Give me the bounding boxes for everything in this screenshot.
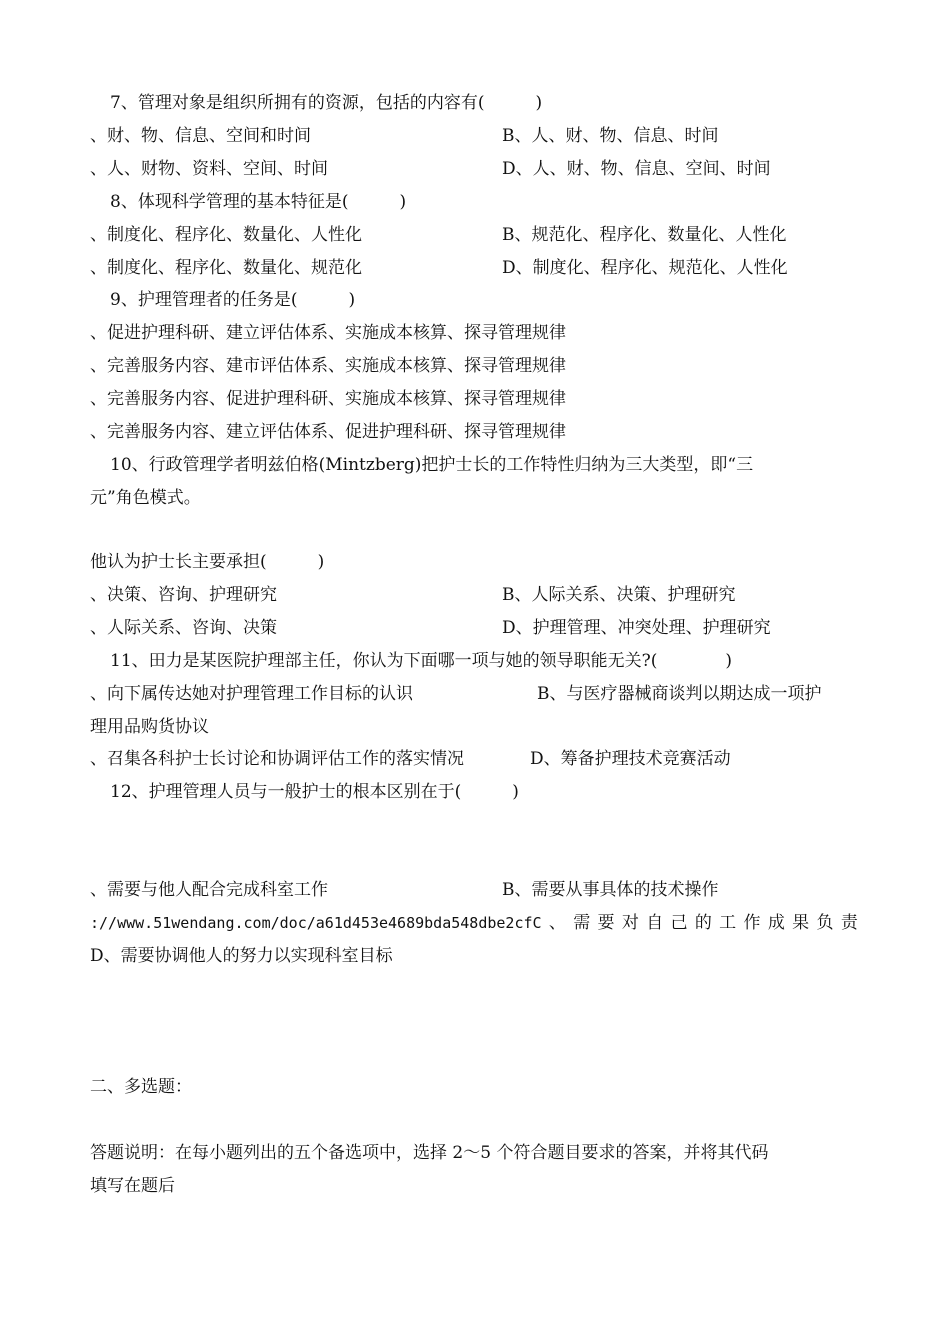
q8-stem: 8、体现科学管理的基本特征是( ): [110, 192, 407, 212]
q7-stem: 7、管理对象是组织所拥有的资源，包括的内容有( ): [110, 93, 543, 113]
q11-stem: 11、田力是某医院护理部主任，你认为下面哪一项与她的领导职能无关?( ): [110, 651, 733, 671]
q11-option-d: D、筹备护理技术竞赛活动: [530, 749, 731, 769]
q7-option-c: 、人、财物、资料、空间、时间: [90, 159, 328, 179]
q11-option-b-line2: 理用品购货协议: [90, 717, 209, 737]
q10-option-a: 、决策、咨询、护理研究: [90, 585, 277, 605]
q8-option-d: D、制度化、程序化、规范化、人性化: [502, 258, 788, 278]
q12-option-c-char: 工: [719, 913, 737, 933]
q10-stem-line3: 他认为护士长主要承担( ): [90, 552, 325, 572]
q12-option-a: 、需要与他人配合完成科室工作: [90, 880, 328, 900]
q12-option-c-char: 要: [597, 913, 615, 933]
q12-option-c-char: 对: [621, 913, 639, 933]
q9-option-d: 、完善服务内容、建立评估体系、促进护理科研、探寻管理规律: [90, 422, 566, 442]
q12-option-b: B、需要从事具体的技术操作: [502, 880, 719, 900]
q12-option-c-char: 作: [743, 913, 761, 933]
section-desc-line1: 答题说明：在每小题列出的五个备选项中，选择 2～5 个符合题目要求的答案，并将其代码: [90, 1143, 769, 1163]
q8-option-c: 、制度化、程序化、数量化、规范化: [90, 258, 362, 278]
q9-option-a: 、促进护理科研、建立评估体系、实施成本核算、探寻管理规律: [90, 323, 566, 343]
q12-option-c-char: 己: [670, 913, 688, 933]
q10-option-c: 、人际关系、咨询、决策: [90, 618, 277, 638]
q9-stem: 9、护理管理者的任务是( ): [110, 290, 356, 310]
q12-option-c-char: 负: [816, 913, 834, 933]
q12-option-c-char: 、: [548, 913, 566, 933]
q10-stem-line2: 元”角色模式。: [90, 488, 201, 508]
section-desc-line2: 填写在题后: [90, 1176, 175, 1196]
source-url: ://www.51wendang.com/doc/a61d453e4689bda548dbe2cfC: [90, 914, 542, 932]
q12-option-d: D、需要协调他人的努力以实现科室目标: [90, 946, 393, 966]
q11-option-a: 、向下属传达她对护理管理工作目标的认识: [90, 684, 413, 704]
q12-option-c-char: 自: [646, 913, 664, 933]
q12-option-c-char: 成: [767, 913, 785, 933]
q10-option-b: B、人际关系、决策、护理研究: [502, 585, 736, 605]
q10-option-d: D、护理管理、冲突处理、护理研究: [502, 618, 771, 638]
q9-option-c: 、完善服务内容、促进护理科研、实施成本核算、探寻管理规律: [90, 389, 566, 409]
q12-stem: 12、护理管理人员与一般护士的根本区别在于( ): [110, 782, 519, 802]
q8-option-a: 、制度化、程序化、数量化、人性化: [90, 225, 362, 245]
q9-option-b: 、完善服务内容、建市评估体系、实施成本核算、探寻管理规律: [90, 356, 566, 376]
q12-option-c-char: 需: [573, 913, 591, 933]
q7-option-a: 、财、物、信息、空间和时间: [90, 126, 311, 146]
q12-url-and-option-c: [90, 912, 858, 934]
section-title: 二、多选题：: [90, 1077, 192, 1097]
q11-option-b-line1: B、与医疗器械商谈判以期达成一项护: [537, 684, 822, 704]
q10-stem-line1: 10、行政管理学者明兹伯格(Mintzberg)把护士长的工作特性归纳为三大类型，即“三: [110, 455, 754, 475]
q12-option-c-char: 果: [792, 913, 810, 933]
q12-option-c-char: 责: [840, 913, 858, 933]
q7-option-d: D、人、财、物、信息、空间、时间: [502, 159, 771, 179]
q8-option-b: B、规范化、程序化、数量化、人性化: [502, 225, 787, 245]
q12-option-c-char: 的: [694, 913, 712, 933]
q7-option-b: B、人、财、物、信息、时间: [502, 126, 719, 146]
q11-option-c: 、召集各科护士长讨论和协调评估工作的落实情况: [90, 749, 464, 769]
